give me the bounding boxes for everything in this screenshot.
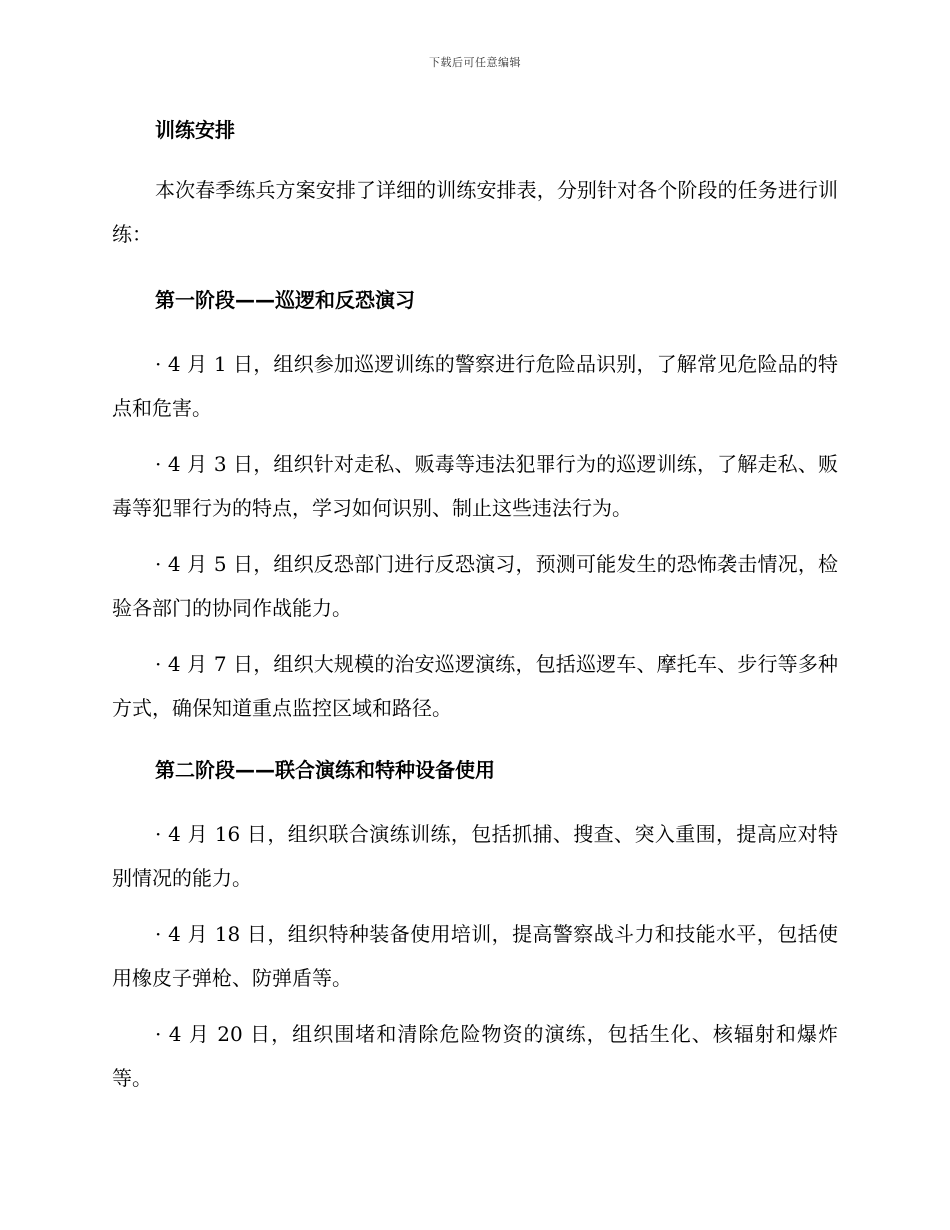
phase2-title: 第二阶段——联合演练和特种设备使用 bbox=[155, 758, 495, 782]
document-body bbox=[112, 108, 838, 1100]
intro-paragraph: 本次春季练兵方案安排了详细的训练安排表，分别针对各个阶段的任务进行训练： bbox=[112, 178, 838, 246]
phase2-item: · 4 月 20 日，组织围堵和清除危险物资的演练，包括生化、核辐射和爆炸等。 bbox=[112, 1022, 838, 1090]
phase2-item: · 4 月 16 日，组织联合演练训练，包括抓捕、搜查、突入重围，提高应对特别情况的能力。 bbox=[112, 822, 838, 890]
phase1-title: 第一阶段——巡逻和反恐演习 bbox=[155, 288, 415, 312]
page-header-note: 下载后可任意编辑 bbox=[429, 56, 521, 69]
phase1-item: · 4 月 3 日，组织针对走私、贩毒等违法犯罪行为的巡逻训练，了解走私、贩毒等犯罪行为的特点，学习如何识别、制止这些违法行为。 bbox=[112, 452, 838, 520]
section-title: 训练安排 bbox=[155, 118, 235, 142]
phase2-item: · 4 月 18 日，组织特种装备使用培训，提高警察战斗力和技能水平，包括使用橡皮子弹枪、防弹盾等。 bbox=[112, 922, 838, 990]
phase1-item: · 4 月 5 日，组织反恐部门进行反恐演习，预测可能发生的恐怖袭击情况，检验各部门的协同作战能力。 bbox=[112, 552, 838, 620]
phase1-item: · 4 月 7 日，组织大规模的治安巡逻演练，包括巡逻车、摩托车、步行等多种方式，确保知道重点监控区域和路径。 bbox=[112, 652, 838, 720]
phase1-item: · 4 月 1 日，组织参加巡逻训练的警察进行危险品识别，了解常见危险品的特点和危害。 bbox=[112, 352, 838, 420]
